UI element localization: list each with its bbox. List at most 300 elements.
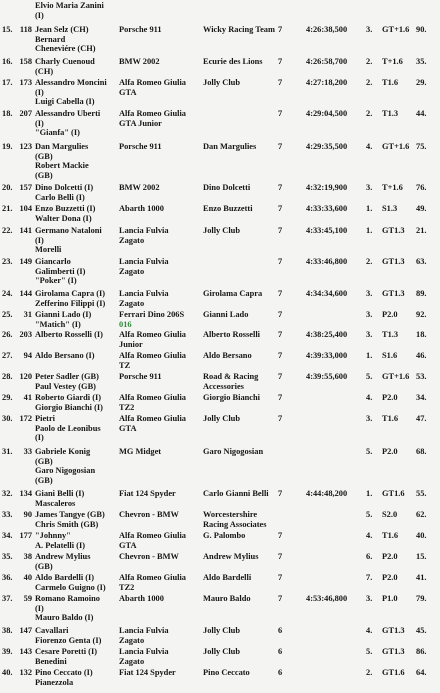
driver-cell-line: (I) xyxy=(35,118,44,128)
class-position-cell: 2. xyxy=(366,78,373,87)
car-cell-line: Lancia Fulvia xyxy=(119,226,169,235)
driver-cell-line: Luigi Cabella (I) xyxy=(35,97,95,107)
entrant-cell-line: Enzo Buzzetti xyxy=(203,204,253,213)
entrant-cell-line: Accessories xyxy=(203,381,244,391)
driver-cell-line: Giancarlo xyxy=(35,257,71,266)
car-cell-line: Porsche 911 xyxy=(119,142,162,151)
position-cell: 33. xyxy=(2,510,13,519)
car-cell-line: Zagato xyxy=(119,635,145,645)
car-cell-line: Lancia Fulvia xyxy=(119,647,169,656)
driver-cell xyxy=(35,668,125,687)
laps-cell: 7 xyxy=(278,489,283,498)
driver-cell-line: Pianezzola xyxy=(35,677,74,687)
laps-cell: 7 xyxy=(278,351,283,360)
class-cell: GT+1.6 xyxy=(382,142,410,151)
car-number-cell: 157 xyxy=(19,183,32,192)
laps-cell: 7 xyxy=(278,552,283,561)
car-number-cell: 38 xyxy=(23,552,32,561)
car-cell xyxy=(119,330,199,349)
car-cell-line: GTA xyxy=(119,87,137,97)
entrant-cell xyxy=(203,447,278,457)
class-position-cell: 1. xyxy=(366,226,373,235)
driver-cell-line: Girolama Capra (I) xyxy=(35,289,106,298)
header-driver: Elvio Maria Zanini (I) xyxy=(35,1,104,20)
race-number-cell: 15. xyxy=(416,552,427,561)
class-position-cell: 2. xyxy=(366,109,373,118)
class-position-cell: 3. xyxy=(366,414,373,423)
time-cell: 4:26:38,500 xyxy=(306,25,348,34)
entrant-cell-line: Ecurie des Lions xyxy=(203,57,263,66)
car-cell-line: Alfa Romeo Giulia xyxy=(119,531,186,540)
driver-cell-line: Robert Mackie xyxy=(35,161,89,171)
entrant-cell-line: Wicky Racing Team xyxy=(203,25,275,34)
class-cell: P1.0 xyxy=(382,594,398,603)
race-number-cell: 86. xyxy=(416,647,427,656)
entrant-cell xyxy=(203,531,278,541)
laps-cell: 7 xyxy=(278,57,283,66)
car-cell-line: Lancia Fulvia xyxy=(119,626,169,635)
driver-cell-line: Carmelo Guigno (I) xyxy=(35,582,106,592)
driver-cell-line: "Johnny" xyxy=(35,531,71,540)
class-cell: GT1.6 xyxy=(382,668,405,677)
class-position-cell: 3. xyxy=(366,183,373,192)
race-number-cell: 45. xyxy=(416,626,427,635)
entrant-cell xyxy=(203,552,278,562)
time-cell: 4:33:45,100 xyxy=(306,226,348,235)
entrant-cell xyxy=(203,25,278,35)
driver-cell-line: Giani Belli (I) xyxy=(35,489,85,498)
position-cell: 36. xyxy=(2,573,13,582)
class-position-cell: 1. xyxy=(366,351,373,360)
car-cell xyxy=(119,510,199,520)
laps-cell: 7 xyxy=(278,257,283,266)
entrant-cell xyxy=(203,647,278,657)
class-cell: GT1.3 xyxy=(382,626,405,635)
car-number-cell: 31 xyxy=(23,310,32,319)
driver-cell-line: "Gianfa" (I) xyxy=(35,128,80,138)
entrant-cell-line: Alberto Rosselli xyxy=(203,330,260,339)
race-number-cell: 89. xyxy=(416,289,427,298)
class-position-cell: 6. xyxy=(366,552,373,561)
driver-cell-line: Chris Smith (GB) xyxy=(35,519,99,529)
car-number-cell: 41 xyxy=(23,393,32,402)
entrant-cell xyxy=(203,226,278,236)
driver-cell-line: (GB) xyxy=(35,475,53,485)
driver-cell xyxy=(35,78,125,107)
car-cell xyxy=(119,531,199,550)
entrant-cell-line: Jolly Club xyxy=(203,226,241,235)
car-cell xyxy=(119,25,199,35)
driver-cell-line: Paul Vestey (GB) xyxy=(35,381,96,391)
car-cell-line: Lancia Fulvia xyxy=(119,289,169,298)
class-cell: T1.6 xyxy=(382,78,399,87)
class-position-cell: 2. xyxy=(366,257,373,266)
race-number-cell: 40. xyxy=(416,531,427,540)
class-cell: T1.3 xyxy=(382,330,399,339)
car-cell xyxy=(119,573,199,592)
driver-cell-line: Pietri xyxy=(35,414,55,423)
driver-cell-line: Cheneviére (CH) xyxy=(35,44,96,54)
class-cell: P2.0 xyxy=(382,447,398,456)
driver-cell xyxy=(35,226,125,255)
driver-cell xyxy=(35,351,125,361)
time-cell: 4:26:58,700 xyxy=(306,57,348,66)
entrant-cell-line: Jolly Club xyxy=(203,626,241,635)
car-cell-line: TZ xyxy=(119,360,131,370)
driver-cell xyxy=(35,647,125,666)
driver-cell-line: Aldo Bersano (I) xyxy=(35,351,95,360)
race-number-cell: 79. xyxy=(416,594,427,603)
car-cell xyxy=(119,552,199,562)
car-number-cell: 118 xyxy=(19,25,32,34)
laps-cell: 7 xyxy=(278,310,283,319)
entrant-cell xyxy=(203,204,278,214)
position-cell: 21. xyxy=(2,204,13,213)
car-number-cell: 104 xyxy=(19,204,32,213)
car-cell-line: BMW 2002 xyxy=(119,57,160,66)
car-cell xyxy=(119,204,199,214)
car-number-cell: 147 xyxy=(19,626,32,635)
car-cell-line: Zagato xyxy=(119,266,145,276)
car-number-cell: 203 xyxy=(19,330,32,339)
driver-cell xyxy=(35,414,125,443)
position-cell: 38. xyxy=(2,626,13,635)
laps-cell: 7 xyxy=(278,372,283,381)
laps-cell: 6 xyxy=(278,626,283,635)
position-cell: 30. xyxy=(2,414,13,423)
class-position-cell: 3. xyxy=(366,25,373,34)
class-position-cell: 3. xyxy=(366,594,373,603)
entrant-cell xyxy=(203,573,278,583)
car-cell xyxy=(119,393,199,412)
entrant-cell-line: Carlo Gianni Belli xyxy=(203,489,269,498)
car-number-cell: 134 xyxy=(19,489,32,498)
driver-cell-line: A. Pelatelli (I) xyxy=(35,540,86,550)
driver-cell-line: Peter Sadler (GB) xyxy=(35,372,99,381)
car-cell-line: Lancia Fulvia xyxy=(119,257,169,266)
car-cell-line: Zagato xyxy=(119,656,145,666)
race-number-cell: 62. xyxy=(416,510,427,519)
position-cell: 35. xyxy=(2,552,13,561)
race-number-cell: 49. xyxy=(416,204,427,213)
car-cell-line: Porsche 911 xyxy=(119,372,162,381)
entrant-cell-line: Andrew Mylius xyxy=(203,552,259,561)
car-cell xyxy=(119,109,199,128)
driver-cell-line: Fiorenzo Genta (I) xyxy=(35,635,102,645)
driver-cell xyxy=(35,510,125,529)
car-cell-line: BMW 2002 xyxy=(119,183,160,192)
driver-cell-line: Germano Nataloni xyxy=(35,226,102,235)
car-cell xyxy=(119,414,199,433)
car-cell xyxy=(119,289,199,308)
driver-cell xyxy=(35,183,125,202)
race-number-cell: 41. xyxy=(416,573,427,582)
driver-cell xyxy=(35,257,125,286)
driver-cell xyxy=(35,552,125,571)
car-number-cell: 172 xyxy=(19,414,32,423)
car-cell xyxy=(119,372,199,382)
race-number-cell: 75. xyxy=(416,142,427,151)
position-cell: 31. xyxy=(2,447,13,456)
class-position-cell: 3. xyxy=(366,330,373,339)
car-cell xyxy=(119,226,199,245)
driver-cell-line: James Tangye (GB) xyxy=(35,510,105,519)
driver-cell xyxy=(35,204,125,223)
class-position-cell: 4. xyxy=(366,626,373,635)
driver-cell-line: Dan Margulies xyxy=(35,142,89,151)
position-cell: 16. xyxy=(2,57,13,66)
time-cell: 4:44:48,200 xyxy=(306,489,348,498)
driver-cell xyxy=(35,109,125,138)
race-number-cell: 63. xyxy=(416,257,427,266)
driver-cell-line: Paolo de Leonibus xyxy=(35,423,101,433)
position-cell: 18. xyxy=(2,109,13,118)
driver-cell xyxy=(35,573,125,592)
driver-cell-line: Cavallari xyxy=(35,626,69,635)
laps-cell: 7 xyxy=(278,204,283,213)
driver-cell-line: Carlo Belli (I) xyxy=(35,192,85,202)
race-number-cell: 35. xyxy=(416,57,427,66)
laps-cell: 7 xyxy=(278,183,283,192)
class-position-cell: 5. xyxy=(366,510,373,519)
entrant-cell-line: Jolly Club xyxy=(203,78,241,87)
entrant-cell-line: G. Palombo xyxy=(203,531,246,540)
class-position-cell: 2. xyxy=(366,668,373,677)
car-cell xyxy=(119,594,199,604)
position-cell: 23. xyxy=(2,257,13,266)
driver-cell-line: Bernard xyxy=(35,34,66,44)
race-number-cell: 18. xyxy=(416,330,427,339)
car-cell-line: Alfa Romeo Giulia xyxy=(119,573,186,582)
time-cell: 4:34:34,600 xyxy=(306,289,348,298)
class-cell: GT1.3 xyxy=(382,647,405,656)
race-number-cell: 34. xyxy=(416,393,427,402)
car-cell-line: Alfa Romeo Giulia xyxy=(119,330,186,339)
race-number-cell: 44. xyxy=(416,109,427,118)
driver-cell-line: Benedini xyxy=(35,656,67,666)
entrant-cell-line: Dan Margulies xyxy=(203,142,257,151)
position-cell: 22. xyxy=(2,226,13,235)
entrant-cell xyxy=(203,78,278,88)
car-cell xyxy=(119,489,199,499)
driver-cell-line: Dino Dolcetti (I) xyxy=(35,183,94,192)
entrant-cell-line: Jolly Club xyxy=(203,647,241,656)
race-number-cell: 47. xyxy=(416,414,427,423)
race-number-cell: 53. xyxy=(416,372,427,381)
car-number-cell: 90 xyxy=(23,510,32,519)
time-cell: 4:53:46,800 xyxy=(306,594,348,603)
class-position-cell: 5. xyxy=(366,647,373,656)
car-cell-line: GTA xyxy=(119,540,137,550)
driver-cell-line: Alessandro Uberti xyxy=(35,109,101,118)
laps-cell: 7 xyxy=(278,531,283,540)
class-cell: P2.0 xyxy=(382,310,398,319)
position-cell: 27. xyxy=(2,351,13,360)
laps-cell: 7 xyxy=(278,573,283,582)
entrant-cell-line: Mauro Baldo xyxy=(203,594,251,603)
driver-cell-line: (I) xyxy=(35,433,44,443)
class-position-cell: 4. xyxy=(366,531,373,540)
class-position-cell: 3. xyxy=(366,310,373,319)
entrant-cell xyxy=(203,289,278,299)
driver-cell xyxy=(35,594,125,623)
entrant-cell-line: Aldo Bardelli xyxy=(203,573,252,582)
position-cell: 20. xyxy=(2,183,13,192)
car-cell xyxy=(119,183,199,193)
car-number-cell: 177 xyxy=(19,531,32,540)
position-cell: 28. xyxy=(2,372,13,381)
entrant-cell xyxy=(203,489,278,499)
car-number-cell: 173 xyxy=(19,78,32,87)
entrant-cell xyxy=(203,372,278,391)
position-cell: 37. xyxy=(2,594,13,603)
time-cell: 4:29:04,500 xyxy=(306,109,348,118)
position-cell: 40. xyxy=(2,668,13,677)
driver-cell xyxy=(35,489,125,508)
car-number-cell: 40 xyxy=(23,573,32,582)
laps-cell: 7 xyxy=(278,414,283,423)
time-cell: 4:33:46,800 xyxy=(306,257,348,266)
driver-cell-line: (GB) xyxy=(35,170,53,180)
driver-cell-line: Andrew Mylius xyxy=(35,552,91,561)
driver-cell-line: Alberto Rosselli (I) xyxy=(35,330,103,339)
class-position-cell: 4. xyxy=(366,393,373,402)
entrant-cell-line: Giorgio Bianchi xyxy=(203,393,261,402)
entrant-cell-line: Racing Associates xyxy=(203,519,267,529)
entrant-cell-line: Road & Racing xyxy=(203,372,259,381)
entrant-cell xyxy=(203,310,278,320)
class-cell: S1.6 xyxy=(382,351,398,360)
car-cell-line: Alfa Romeo Giulia xyxy=(119,109,186,118)
car-cell-line: Chevron - BMW xyxy=(119,552,179,561)
time-cell: 4:39:55,600 xyxy=(306,372,348,381)
laps-cell: 6 xyxy=(278,647,283,656)
class-cell: T+1.6 xyxy=(382,57,403,66)
driver-cell xyxy=(35,289,125,308)
entrant-cell-line: Jolly Club xyxy=(203,414,241,423)
car-cell-line: Zagato xyxy=(119,298,145,308)
entrant-cell-line: Dino Dolcetti xyxy=(203,183,251,192)
driver-cell-line: Pino Ceccato (I) xyxy=(35,668,93,677)
driver-cell-line: "Matich" (I) xyxy=(35,319,81,329)
driver-cell-line: Garo Nigogosian xyxy=(35,466,96,476)
class-position-cell: 1. xyxy=(366,489,373,498)
car-number-cell: 158 xyxy=(19,57,32,66)
car-cell-line: Chevron - BMW xyxy=(119,510,179,519)
class-position-cell: 4. xyxy=(366,142,373,151)
car-cell-line: MG Midget xyxy=(119,447,162,456)
race-number-cell: 64. xyxy=(416,668,427,677)
entrant-cell-line: Garo Nigogosian xyxy=(203,447,264,456)
entrant-cell xyxy=(203,510,278,529)
car-number-cell: 123 xyxy=(19,142,32,151)
entrant-cell xyxy=(203,142,278,152)
car-cell-line: GTA xyxy=(119,423,137,433)
driver-cell-line: (I) xyxy=(35,235,44,245)
driver-cell-line: (I) xyxy=(35,87,44,97)
position-cell: 39. xyxy=(2,647,13,656)
driver-cell-line: Alessandro Moncini xyxy=(35,78,107,87)
driver-cell-line: (I) xyxy=(35,603,44,613)
class-position-cell: 5. xyxy=(366,372,373,381)
driver-cell-line: Charly Cuenoud xyxy=(35,57,95,66)
driver-cell-line: Jean Selz (CH) xyxy=(35,25,89,34)
class-cell: T1.3 xyxy=(382,109,399,118)
race-number-cell: 29. xyxy=(416,78,427,87)
driver-cell-line: Walter Dona (I) xyxy=(35,213,92,223)
class-position-cell: 3. xyxy=(366,289,373,298)
entrant-cell-line: Aldo Bersano xyxy=(203,351,252,360)
driver-cell-line: Gianni Lado (I) xyxy=(35,310,92,319)
driver-cell-line: (CH) xyxy=(35,66,54,76)
car-cell xyxy=(119,57,199,67)
driver-cell xyxy=(35,626,125,645)
race-number-cell: 68. xyxy=(416,447,427,456)
laps-cell: 7 xyxy=(278,78,283,87)
entrant-cell xyxy=(203,183,278,193)
position-cell: 25. xyxy=(2,310,13,319)
driver-cell-line: Morelli xyxy=(35,245,62,255)
driver-cell-line: (GB) xyxy=(35,456,53,466)
class-cell: S1.3 xyxy=(382,204,398,213)
class-cell: P2.0 xyxy=(382,573,398,582)
laps-cell: 7 xyxy=(278,109,283,118)
driver-cell xyxy=(35,393,125,412)
car-cell-line: Zagato xyxy=(119,235,145,245)
race-number-cell: 90. xyxy=(416,25,427,34)
laps-cell: 7 xyxy=(278,142,283,151)
class-cell: GT+1.6 xyxy=(382,25,410,34)
driver-cell-line: Gabriele Konig xyxy=(35,447,91,456)
class-cell: T1.6 xyxy=(382,531,399,540)
laps-cell: 7 xyxy=(278,594,283,603)
car-number-cell: 141 xyxy=(19,226,32,235)
class-cell: P2.0 xyxy=(382,393,398,402)
time-cell: 4:39:33,000 xyxy=(306,351,348,360)
car-cell xyxy=(119,257,199,276)
driver-cell-line: Aldo Bardelli (I) xyxy=(35,573,95,582)
class-cell: T1.6 xyxy=(382,414,399,423)
position-cell: 17. xyxy=(2,78,13,87)
class-cell: P2.0 xyxy=(382,552,398,561)
driver-cell xyxy=(35,25,125,54)
driver-cell xyxy=(35,57,125,76)
laps-cell: 7 xyxy=(278,226,283,235)
car-number-cell: 207 xyxy=(19,109,32,118)
entrant-cell-line: Pino Ceccato xyxy=(203,668,250,677)
driver-cell xyxy=(35,142,125,180)
car-cell xyxy=(119,310,199,329)
car-cell xyxy=(119,142,199,152)
driver-cell xyxy=(35,447,125,485)
position-cell: 32. xyxy=(2,489,13,498)
entrant-cell xyxy=(203,414,278,424)
car-cell-line: Fiat 124 Spyder xyxy=(119,668,176,677)
entrant-cell-line: Gianni Lado xyxy=(203,310,249,319)
class-cell: GT1.6 xyxy=(382,489,405,498)
driver-cell-line: (GB) xyxy=(35,561,53,571)
class-cell: GT1.3 xyxy=(382,289,405,298)
class-cell: GT1.3 xyxy=(382,226,405,235)
entrant-cell xyxy=(203,668,278,678)
driver-cell-line: Mascaleros xyxy=(35,498,76,508)
car-number-cell: 120 xyxy=(19,372,32,381)
car-number-cell: 94 xyxy=(23,351,32,360)
position-cell: 15. xyxy=(2,25,13,34)
class-position-cell: 7. xyxy=(366,573,373,582)
class-cell: GT1.3 xyxy=(382,257,405,266)
entrant-cell xyxy=(203,626,278,636)
